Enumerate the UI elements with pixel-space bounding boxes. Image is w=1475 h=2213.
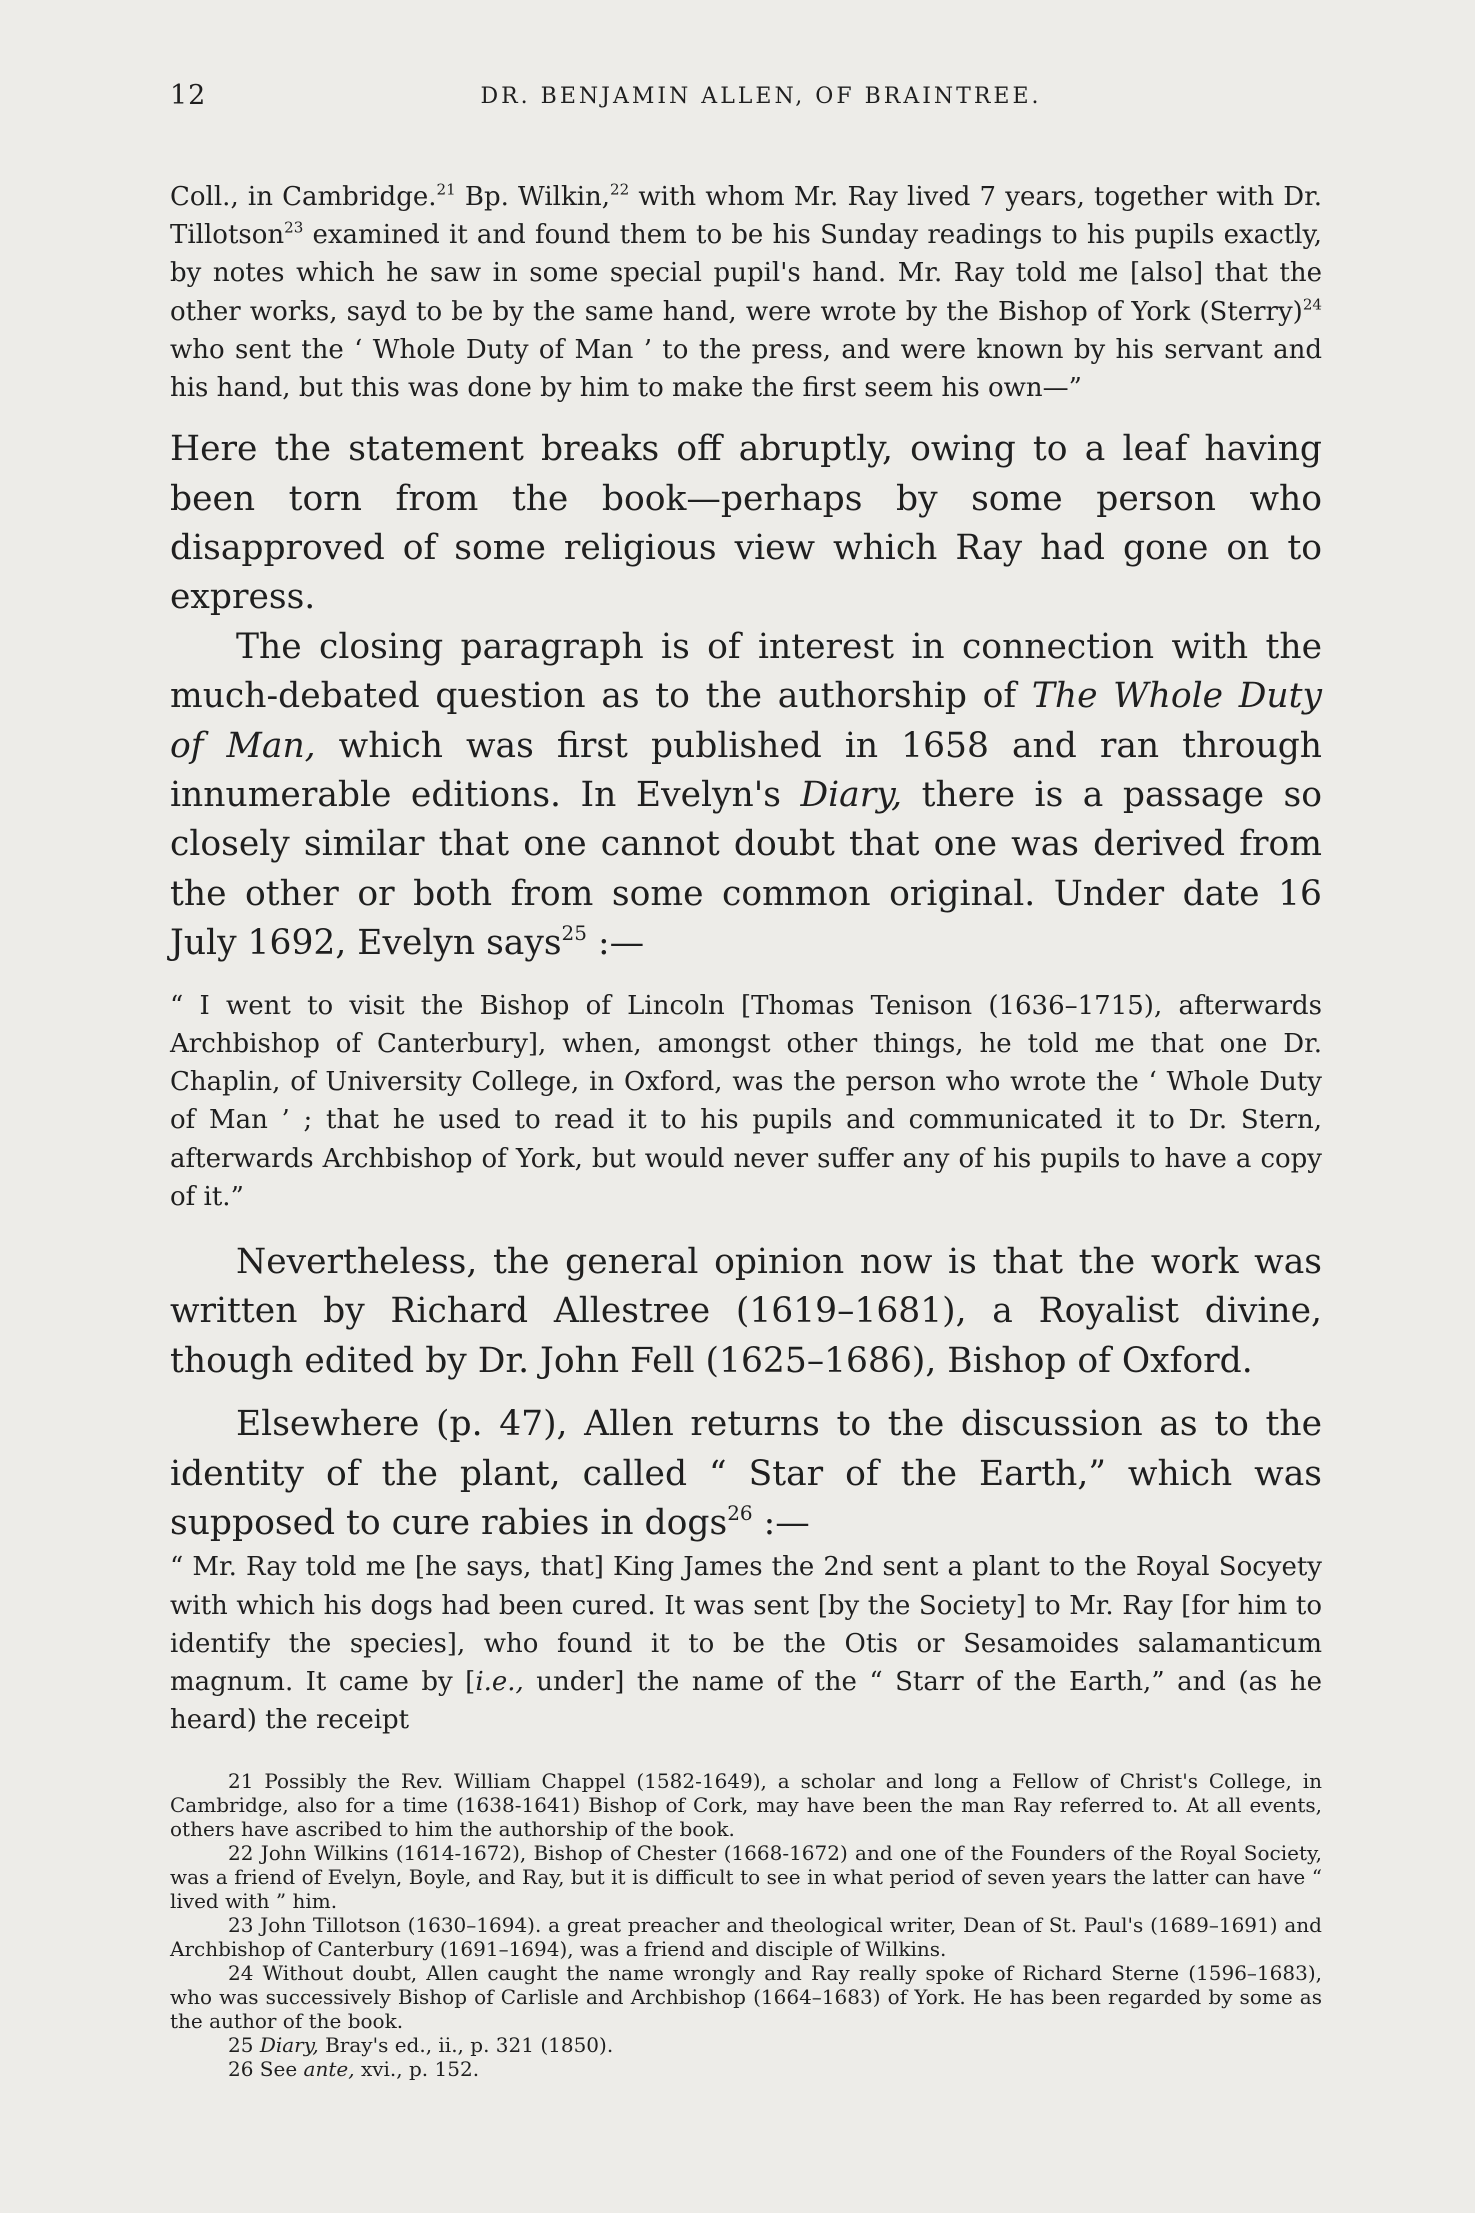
footnotes: [170, 1769, 1322, 2081]
footnote-23: 23 John Tillotson (1630–1694). a great preacher and theological writer, Dean of St. Paul's (1689–1691) and Archbishop of Canterbury (1691–1694), was a friend and disciple of Wilkins.: [170, 1913, 1322, 1962]
body-paragraph-allestree: Nevertheless, the general opinion now is that the work was written by Richard Allestree (1619–1681), a Royalist divine, though edited by Dr. John Fell (1625–1686), Bishop of Oxford.: [170, 1241, 1322, 1381]
footnote-26: 26 See ante, xvi., p. 152.: [228, 2057, 480, 2082]
footnote-ref-21[interactable]: 21: [436, 180, 456, 199]
quote-ray-tillotson: Coll., in Cambridge.$^{21}$ Bp. Wilkin,$^{22}$ with whom Mr. Ray lived 7 years, together with Dr. Tillotson$^{23}$ examined it and found them to be his Sunday readings to his pupils exactly, by notes which he saw in some special pupil's hand. Mr. Ray told me [also] that the other works, sayd to be by the same hand, were wrote by the Bishop of York (Sterry)$^{24}$ who sent the ‘ Whole Duty of Man ’ to the press, and were known by his servant and his hand, but this was done by him to make the first seem his own—”: [170, 180, 1322, 404]
footnote-ref-24[interactable]: 24: [1302, 295, 1322, 314]
quote-evelyn-diary: “ I went to visit the Bishop of Lincoln [Thomas Tenison (1636–1715), afterwards Archbishop of Canterbury], when, amongst other things, he told me that one Dr. Chaplin, of University College, in Oxford, was the person who wrote the ‘ Whole Duty of Man ’ ; that he used to read it to his pupils and communicated it to Dr. Stern, afterwards Archbishop of York, but would never suffer any of his pupils to have a copy of it.”: [170, 990, 1322, 1212]
running-head: DR. BENJAMIN ALLEN, OF BRAINTREE.: [480, 84, 1042, 109]
footnote-22: 22 John Wilkins (1614-1672), Bishop of Chester (1668-1672) and one of the Founders of the Royal Society, was a friend of Evelyn, Boyle, and Ray, but it is difficult to see in what period of seven years the latter can have “ lived with ” him.: [170, 1841, 1322, 1914]
page: [170, 80, 1322, 2081]
footnote-ref-25[interactable]: 25: [561, 921, 587, 946]
footnote-25: 25 Diary, Bray's ed., ii., p. 321 (1850).: [228, 2033, 614, 2058]
footnote-24: 24 Without doubt, Allen caught the name wrongly and Ray really spoke of Richard Sterne (1596–1683), who was successively Bishop of Carlisle and Archbishop (1664–1683) of York. He has been regarded by some as the author of the book.: [170, 1961, 1322, 2034]
quote-king-james-plant: “ Mr. Ray told me [he says, that] King James the 2nd sent a plant to the Royal Socyety with which his dogs had been cured. It was sent [by the Society] to Mr. Ray [for him to identify the species], who found it to be the Otis or Sesamoides salamanticum magnum. It came by [i.e., under] the name of the “ Starr of the Earth,” and (as he heard) the receipt: [170, 1552, 1322, 1736]
page-number: 12: [170, 80, 207, 111]
body-paragraph-torn-leaf: Here the statement breaks off abruptly, owing to a leaf having been torn from the book—perhaps by some person who disapproved of some religious view which Ray had gone on to express.: [170, 429, 1322, 618]
diary-title: Diary,: [800, 775, 903, 816]
body-paragraph-star-of-earth: Elsewhere (p. 47), Allen returns to the discussion as to the identity of the plant, called “ Star of the Earth,” which was supposed to cure rabies in dogs$^{26}$ :—: [170, 1404, 1322, 1543]
book-title: The Whole Duty of Man,: [170, 676, 1323, 766]
footnote-21: 21 Possibly the Rev. William Chappel (1582-1649), a scholar and long a Fellow of Christ's College, in Cambridge, also for a time (1638-1641) Bishop of Cork, may have been the man Ray referred to. At all events, others have ascribed to him the authorship of the book.: [170, 1769, 1322, 1842]
footnote-ref-22[interactable]: 22: [610, 180, 630, 199]
footnote-ref-26[interactable]: 26: [727, 1500, 753, 1525]
body-paragraph-authorship: The closing paragraph is of interest in connection with the much-debated question as to the authorship of The Whole Duty of Man, which was first published in 1658 and ran through innumerable editions. In Evelyn's Diary, there is a passage so closely similar that one cannot doubt that one was derived from the other or both from some common original. Under date 16 July 1692, Evelyn says$^{25}$ :—: [170, 626, 1323, 964]
footnote-ref-23[interactable]: 23: [284, 218, 304, 237]
page-header: [170, 80, 1322, 130]
